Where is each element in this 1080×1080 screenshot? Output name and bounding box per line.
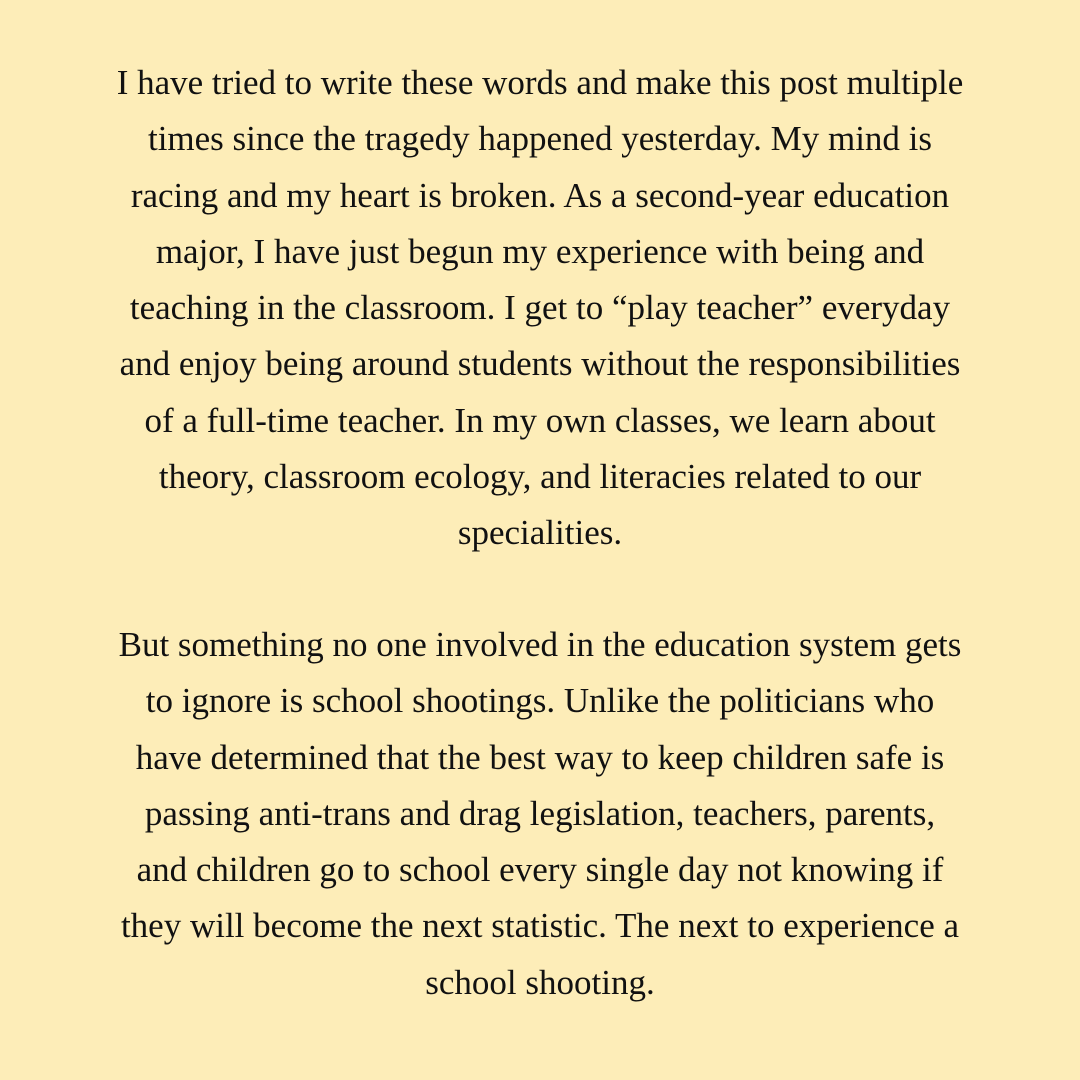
paragraph-line: to ignore is school shootings. Unlike the politicians who — [145, 681, 935, 721]
paragraph-line: racing and my heart is broken. As a second-year education — [130, 175, 950, 215]
paragraph-line: But something no one involved in the education system gets — [118, 625, 962, 664]
paragraph-line: theory, classroom ecology, and literacies related to our — [158, 457, 922, 497]
paragraph-1 — [22, 55, 1058, 562]
paragraph-line: I have tried to write these words and make this post multiple — [116, 63, 964, 102]
paragraph-line: specialities. — [457, 513, 623, 553]
paragraph-line: and children go to school every single day not knowing if — [136, 850, 944, 890]
paragraph-line: teaching in the classroom. I get to “play teacher” everyday — [129, 288, 951, 328]
paragraph-line: school shooting. — [425, 962, 655, 1002]
paragraph-line: have determined that the best way to keep children safe is — [135, 737, 945, 777]
paragraph-line: and enjoy being around students without the responsibilities — [119, 344, 961, 384]
paragraph-line: passing anti-trans and drag legislation, teachers, parents, — [144, 793, 936, 833]
paragraph-line: they will become the next statistic. The next to experience a — [120, 906, 960, 946]
paragraph-2 — [22, 617, 1058, 1011]
paragraph-line: of a full-time teacher. In my own classes, we learn about — [144, 400, 936, 440]
paragraph-line: times since the tragedy happened yesterday. My mind is — [147, 119, 933, 159]
paragraph-line: major, I have just begun my experience with being and — [155, 231, 925, 271]
